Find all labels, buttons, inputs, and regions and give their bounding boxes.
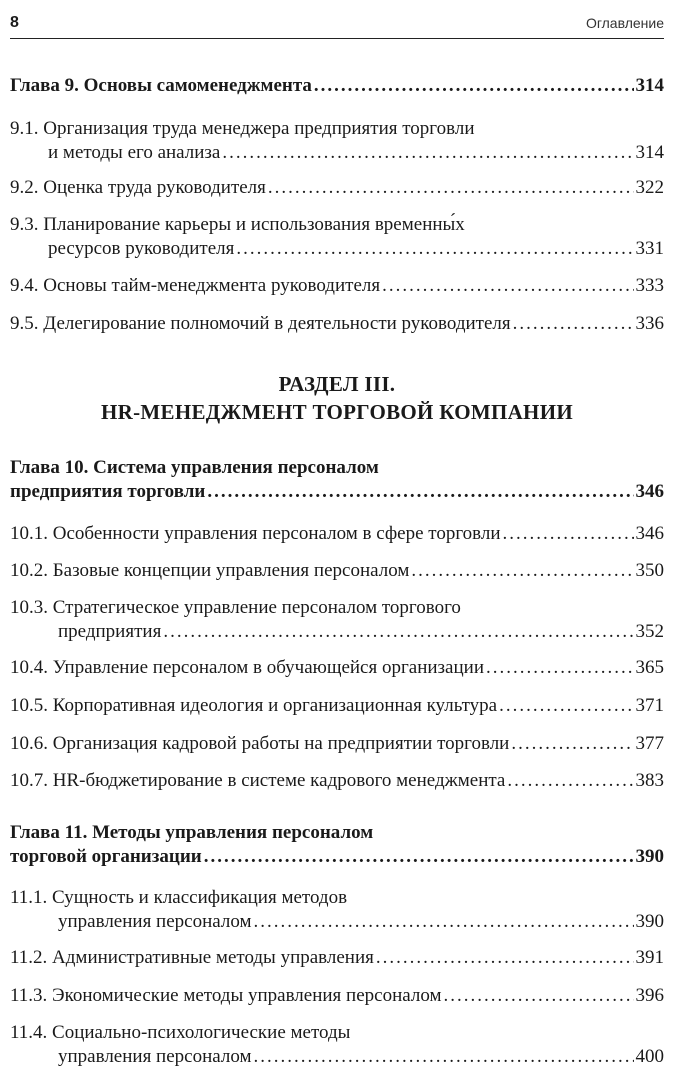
toc-chapter-9[interactable] (10, 74, 664, 98)
section-title: HR-МЕНЕДЖМЕНТ ТОРГОВОЙ КОМПАНИИ (101, 400, 573, 424)
leader-dots (314, 74, 634, 98)
toc-entry-title-cont: управления персоналом (58, 911, 252, 932)
leader-dots (382, 274, 633, 298)
running-header (10, 10, 664, 39)
toc-entry-title-cont: торговой организации (10, 846, 202, 867)
toc-entry-10-5[interactable] (10, 694, 664, 718)
toc-entry-title: 10.7. HR-бюджетирование в системе кадрового менеджмента (10, 770, 506, 791)
toc-page-number: 371 (635, 695, 664, 716)
toc-entry-title: 9.2. Оценка труда руководителя (10, 177, 266, 198)
toc-page-number: 390 (635, 846, 664, 867)
toc-entry-title: 11.2. Административные методы управления (10, 947, 374, 968)
toc-entry-10-1[interactable] (10, 522, 664, 546)
leader-dots (503, 522, 634, 546)
toc-page-number: 322 (635, 177, 664, 198)
leader-dots (411, 559, 633, 583)
leader-dots (513, 312, 634, 336)
toc-chapter-11[interactable] (10, 821, 664, 869)
leader-dots (486, 656, 634, 680)
toc-page-number: 365 (635, 657, 664, 678)
toc-page-number: 333 (635, 275, 664, 296)
toc-entry-9-4[interactable] (10, 274, 664, 298)
leader-dots (507, 769, 633, 793)
toc-entry-11-2[interactable] (10, 946, 664, 970)
toc-entry-10-6[interactable] (10, 732, 664, 756)
toc-entry-title-cont: предприятия торговли (10, 481, 206, 502)
running-title: Оглавление (585, 15, 664, 31)
toc-entry-11-4[interactable] (10, 1021, 664, 1069)
toc-page-number: 391 (635, 947, 664, 968)
toc-entry-9-3[interactable] (10, 213, 664, 261)
section-number: РАЗДЕЛ III. (278, 372, 396, 396)
toc-entry-title-cont: управления персоналом (58, 1046, 252, 1067)
toc-entry-9-1[interactable] (10, 117, 664, 165)
toc-page-number: 314 (635, 142, 664, 163)
toc-entry-title: Глава 9. Основы самоменеджмента (10, 75, 312, 96)
leader-dots (254, 910, 634, 934)
toc-page-number: 346 (635, 523, 664, 544)
toc-page-number: 400 (635, 1046, 664, 1067)
toc-entry-title: 9.1. Организация труда менеджера предприятия торговли (10, 118, 475, 139)
toc-entry-title: 11.4. Социально-психологические методы (10, 1022, 351, 1043)
toc-page-number: 396 (635, 985, 664, 1006)
page-number: 8 (10, 14, 19, 31)
toc-entry-title: 10.5. Корпоративная идеология и организационная культура (10, 695, 498, 716)
toc-page-number: 331 (635, 238, 664, 259)
leader-dots (376, 946, 634, 970)
leader-dots (204, 845, 634, 869)
toc-entry-title: 10.4. Управление персоналом в обучающейся организации (10, 657, 484, 678)
leader-dots (222, 141, 633, 165)
toc-page-number: 350 (635, 560, 664, 581)
toc-chapter-10[interactable] (10, 456, 664, 504)
toc-page-number: 336 (635, 313, 664, 334)
leader-dots (163, 620, 633, 644)
toc-page-number: 383 (635, 770, 664, 791)
toc-entry-title: 10.6. Организация кадровой работы на предприятии торговли (10, 733, 510, 754)
toc-entry-title: Глава 11. Методы управления персоналом (10, 822, 374, 843)
toc-entry-10-4[interactable] (10, 656, 664, 680)
toc-entry-10-3[interactable] (10, 596, 664, 644)
toc-page-number: 352 (635, 621, 664, 642)
leader-dots (236, 237, 633, 261)
leader-dots (207, 480, 633, 504)
toc-entry-10-2[interactable] (10, 559, 664, 583)
section-heading (10, 370, 664, 426)
toc-entry-title: 10.1. Особенности управления персоналом в сфере торговли (10, 523, 501, 544)
leader-dots (511, 732, 633, 756)
toc-entry-title: 11.3. Экономические методы управления персоналом (10, 985, 442, 1006)
toc-entry-title: 9.3. Планирование карьеры и использования временны́х (10, 214, 465, 235)
toc-page-number: 377 (635, 733, 664, 754)
leader-dots (254, 1045, 634, 1069)
leader-dots (268, 176, 634, 200)
toc-entry-11-3[interactable] (10, 984, 664, 1008)
toc-entry-title-cont: ресурсов руководителя (48, 238, 235, 259)
toc-entry-title: 11.1. Сущность и классификация методов (10, 887, 348, 908)
toc-entry-9-5[interactable] (10, 312, 664, 336)
toc-page-number: 390 (635, 911, 664, 932)
toc-entry-title-cont: предприятия (58, 621, 162, 642)
toc-entry-11-1[interactable] (10, 886, 664, 934)
leader-dots (443, 984, 633, 1008)
toc-entry-title: 9.5. Делегирование полномочий в деятельности руководителя (10, 313, 511, 334)
toc-entry-title-cont: и методы его анализа (48, 142, 221, 163)
leader-dots (499, 694, 633, 718)
toc-entry-title: 10.2. Базовые концепции управления персоналом (10, 560, 410, 581)
toc-entry-10-7[interactable] (10, 769, 664, 793)
toc-entry-title: 9.4. Основы тайм-менеджмента руководителя (10, 275, 381, 296)
toc-entry-9-2[interactable] (10, 176, 664, 200)
toc-page-number: 346 (635, 481, 664, 502)
toc-entry-title: Глава 10. Система управления персоналом (10, 457, 379, 478)
toc-entry-title: 10.3. Стратегическое управление персоналом торгового (10, 597, 461, 618)
toc-page-number: 314 (635, 75, 664, 96)
